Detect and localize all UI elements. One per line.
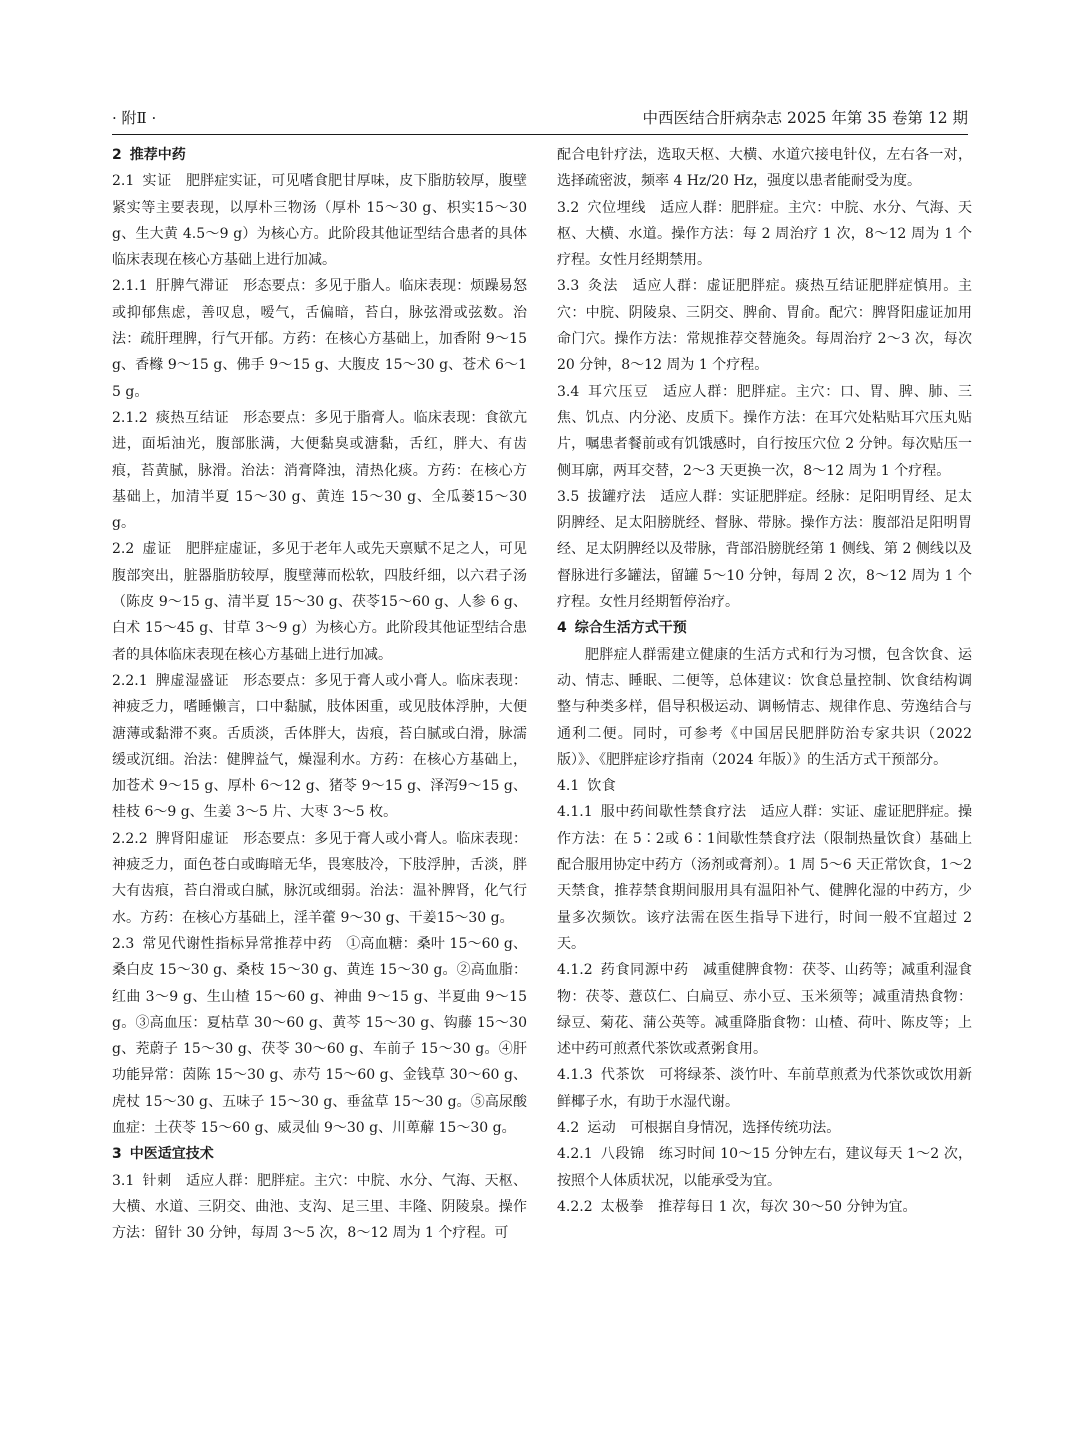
subsection-number: 2.2 [112, 541, 135, 558]
subsection-body: 适应人群：实证、虚证肥胖症。操作方法：在 5∶2或 6∶1间歇性禁食疗法（限制热量饮食）基础上配合服用协定中药方（汤剂或膏剂）。1 周 5～6 天正常饮食，1～2 天禁食，推荐禁食期间服用具有温阳补气、健脾化湿的中药方，少量多次频饮。该疗法需在医生指导下进行，时间一般不宜超过 2 天。 [557, 804, 973, 952]
subsection-body: 练习时间 10～15 分钟左右，建议每天 1～2 次，按照个人体质状况，以能承受为宜。 [557, 1146, 973, 1189]
section-heading [112, 1141, 527, 1167]
subsection-title: 药食同源中药 [600, 962, 689, 979]
subsection-body: 适应人群：实证肥胖症。经脉：足阳明胃经、足太阴脾经、足太阳膀胱经、督脉、带脉。操作方法：腹部沿足阳明胃经、足太阴脾经以及带脉，背部沿膀胱经第 1 侧线、第 2 侧线以及督脉进行多罐法，留罐 5～10 分钟，每周 2 次，8～12 周为 1 个疗程。女性月经期暂停治疗。 [557, 488, 973, 611]
subsection-paragraph [112, 668, 527, 826]
subsection-body: 形态要点：多见于脂人。临床表现：烦躁易怒或抑郁焦虑，善叹息，嗳气，舌偏暗，苔白，脉弦滑或弦数。治法：疏肝理脾，行气开郁。方药：在核心方基础上，加香附 9～15 g、香橼 9～15 g、佛手 9～15 g、大腹皮 15～30 g、苍术 6～15 g。 [112, 278, 528, 400]
subsection-title: 代茶饮 [600, 1067, 646, 1084]
subsection-number: 3.1 [112, 1172, 135, 1189]
section-heading [557, 615, 972, 641]
subsection-paragraph [112, 536, 527, 667]
subsection-paragraph [112, 273, 527, 404]
subsection-number: 2.1.1 [112, 278, 148, 295]
subsection-number: 4.1 [557, 778, 580, 795]
subsection-paragraph [557, 957, 972, 1062]
intro-paragraph [557, 642, 972, 773]
subsection-number: 3.2 [557, 199, 580, 216]
subsection-title: 脾肾阳虚证 [155, 830, 230, 847]
body-columns [112, 142, 972, 1246]
subsection-paragraph [557, 1115, 972, 1141]
section-title: 综合生活方式干预 [574, 620, 687, 637]
subsection-number: 4.2.1 [557, 1146, 593, 1163]
subsection-body: 形态要点：多见于膏人或小膏人。临床表现：神疲乏力，面色苍白或晦暗无华，畏寒肢冷，下肢浮肿，舌淡，胖大有齿痕，苔白滑或白腻，脉沉或细弱。治法：温补脾肾，化气行水。方药：在核心方基础上，淫羊藿 9～30 g、干姜15～30 g。 [112, 830, 528, 926]
subsection-number: 2.1.2 [112, 409, 148, 426]
header-section-label: · 附Ⅱ · [112, 109, 157, 127]
subsection-paragraph [557, 1194, 972, 1220]
paragraph-text: 配合电针疗法，选取天枢、大横、水道穴接电针仪，左右各一对，选择疏密波，频率 4 Hz/20 Hz，强度以患者能耐受为度。 [557, 147, 972, 190]
subsection-paragraph [557, 484, 972, 615]
subsection-number: 4.1.3 [557, 1067, 593, 1084]
subsection-paragraph [112, 168, 527, 273]
subsection-paragraph [557, 799, 972, 957]
subsection-paragraph [112, 931, 527, 1141]
subsection-title: 拔罐疗法 [587, 488, 647, 505]
subsection-number: 2.2.2 [112, 830, 148, 847]
subsection-body: 形态要点：多见于膏人或小膏人。临床表现：神疲乏力，嗜睡懒言，口中黏腻，肢体困重，或见肢体浮肿，大便溏薄或黏滞不爽。舌质淡，舌体胖大，齿痕，苔白腻或白滑，脉濡缓或沉细。治法：健脾益气，燥湿利水。方药：在核心方基础上，加苍术 9～15 g、厚朴 6～12 g、猪苓 9～15 g、泽泻9～15 g、桂枝 6～9 g、生姜 3～5 片、大枣 3～5 枚。 [112, 672, 528, 821]
subsection-title: 虚证 [142, 541, 172, 558]
subsection-paragraph [557, 273, 972, 378]
subsection-title: 八段锦 [600, 1146, 645, 1163]
subsection-title: 灸法 [587, 278, 619, 295]
subsection-body: 肥胖症实证，可见嗜食肥甘厚味，皮下脂肪较厚，腹壁紧实等主要表现，以厚朴三物汤（厚朴 15～30 g、枳实15～30 g、生大黄 4.5～9 g）为核心方。此阶段其他证型结合患者的具体临床表现在核心方基础上进行加减。 [112, 173, 528, 269]
subsection-title: 脾虚湿盛证 [155, 672, 230, 689]
subsection-body: 适应人群：肥胖症。主穴：中脘、水分、气海、天枢、大横、水道。操作方法：每 2 周治疗 1 次，8～12 周为 1 个疗程。女性月经期禁用。 [557, 199, 973, 269]
subsection-body: 适应人群：肥胖症。主穴：中脘、水分、气海、天枢、大横、水道、三阴交、曲池、支沟、足三里、丰隆、阴陵泉。操作方法：留针 30 分钟，每周 3～5 次，8～12 周为 1 个疗程。可 [112, 1172, 528, 1242]
paragraph-text: 肥胖症人群需建立健康的生活方式和行为习惯，包含饮食、运动、情志、睡眠、二便等，总体建议：饮食总量控制、饮食结构调整与种类多样，倡导积极运动、调畅情志、规律作息、劳逸结合与通利二便。同时，可参考《中国居民肥胖防治专家共识（2022 版）》、《肥胖症诊疗指南（2024 年版）》的生活方式干预部分。 [557, 646, 972, 768]
subsection-title: 实证 [142, 173, 172, 190]
subsection-title: 痰热互结证 [155, 409, 230, 426]
subsection-body: 减重健脾食物：茯苓、山药等；减重利湿食物：茯苓、薏苡仁、白扁豆、赤小豆、玉米须等；减重清热食物：绿豆、菊花、蒲公英等。减重降脂食物：山楂、荷叶、陈皮等；上述中药可煎煮代茶饮或煮粥食用。 [557, 962, 973, 1058]
subsection-title: 运动 [587, 1119, 617, 1136]
subsection-body: ①高血糖：桑叶 15～60 g、桑白皮 15～30 g、桑枝 15～30 g、黄连 15～30 g。②高血脂：红曲 3～9 g、生山楂 15～60 g、神曲 9～15 g、半夏曲 9～15 g。③高血压：夏枯草 30～60 g、黄芩 15～30 g、钩藤 15～30 g、茺蔚子 15～30 g、茯苓 30～60 g、车前子 15～30 g。④肝功能异常：茵陈 15～30 g、赤芍 15～60 g、金钱草 30～60 g、虎杖 15～30 g、五味子 15～30 g、垂盆草 15～30 g。⑤高尿酸血症：土茯苓 15～60 g、威灵仙 9～30 g、川萆薢 15～30 g。 [112, 935, 528, 1136]
subsection-paragraph [557, 379, 972, 484]
section-number: 2 [112, 147, 122, 163]
subsection-body: 形态要点：多见于脂膏人。临床表现：食欲亢进，面垢油光，腹部胀满，大便黏臭或溏黏，舌红，胖大、有齿痕，苔黄腻，脉滑。治法：消膏降浊，清热化痰。方药：在核心方基础上，加清半夏 15～30 g、黄连 15～30 g、全瓜蒌15～30 g。 [112, 409, 528, 532]
subsection-paragraph [557, 195, 972, 274]
subsection-number: 2.2.1 [112, 672, 148, 689]
subsection-number: 2.1 [112, 173, 135, 190]
subsection-title: 服中药间歇性禁食疗法 [600, 804, 747, 821]
subsection-paragraph [557, 1141, 972, 1194]
subsection-body: 肥胖症虚证，多见于老年人或先天禀赋不足之人，可见腹部突出，脏器脂肪较厚，腹壁薄而松软，四肢纤细，以六君子汤（陈皮 9～15 g、清半夏 15～30 g、茯苓15～60 g、人参 6 g、白术 15～45 g、甘草 3～9 g）为核心方。此阶段其他证型结合患者的具体临床表现在核心方基础上进行加减。 [112, 541, 528, 663]
section-number: 3 [112, 1146, 122, 1163]
subsection-paragraph [557, 1062, 972, 1115]
subsection-number: 4.2 [557, 1119, 580, 1136]
subsection-number: 4.2.2 [557, 1198, 593, 1215]
running-header [112, 98, 968, 135]
subsection-paragraph [112, 1168, 527, 1247]
continued-paragraph [557, 142, 972, 195]
subsection-title: 耳穴压豆 [587, 383, 650, 400]
subsection-number: 2.3 [112, 935, 135, 952]
subsection-body: 可根据自身情况，选择传统功法。 [630, 1119, 841, 1136]
subsection-number: 3.5 [557, 488, 580, 505]
subsection-body: 可将绿茶、淡竹叶、车前草煎煮为代茶饮或饮用新鲜椰子水，有助于水湿代谢。 [557, 1067, 973, 1110]
subsection-number: 3.4 [557, 383, 580, 400]
section-title: 推荐中药 [129, 147, 186, 163]
header-journal-info: 中西医结合肝病杂志 2025 年第 35 卷第 12 期 [642, 109, 968, 127]
subsection-number: 3.3 [557, 278, 580, 295]
subsection-body: 推荐每日 1 次，每次 30～50 分钟为宜。 [658, 1198, 917, 1215]
subsection-paragraph [112, 405, 527, 536]
left-column [112, 142, 527, 1246]
subsection-number: 4.1.1 [557, 804, 593, 821]
subsection-number: 4.1.2 [557, 962, 593, 979]
subsection-title: 太极拳 [600, 1198, 645, 1215]
subsection-paragraph [112, 826, 527, 931]
subsection-title: 常见代谢性指标异常推荐中药 [142, 935, 333, 952]
subsection-body: 适应人群：虚证肥胖症。痰热互结证肥胖症慎用。主穴：中脘、阴陵泉、三阴交、脾俞、胃俞。配穴：脾肾阳虚证加用命门穴。操作方法：常规推荐交替施灸。每周治疗 2～3 次，每次 20 分钟，8～12 周为 1 个疗程。 [557, 278, 973, 374]
section-heading [112, 142, 527, 168]
right-column [557, 142, 972, 1246]
subsection-body: 适应人群：肥胖症。主穴：口、胃、脾、肺、三焦、饥点、内分泌、皮质下。操作方法：在耳穴处粘贴耳穴压丸贴片，嘱患者餐前或有饥饿感时，自行按压穴位 2 分钟。每次贴压一侧耳廓，两耳交替，2～3 天更换一次，8～12 周为 1 个疗程。 [557, 383, 973, 479]
subsection-title: 针刺 [142, 1172, 172, 1189]
subsection-title: 穴位埋线 [587, 199, 647, 216]
section-title: 中医适宜技术 [129, 1146, 214, 1163]
subsection-title: 肝脾气滞证 [155, 278, 230, 295]
section-number: 4 [557, 620, 567, 637]
subsection-title: 饮食 [587, 778, 617, 795]
subsection-paragraph [557, 773, 972, 799]
